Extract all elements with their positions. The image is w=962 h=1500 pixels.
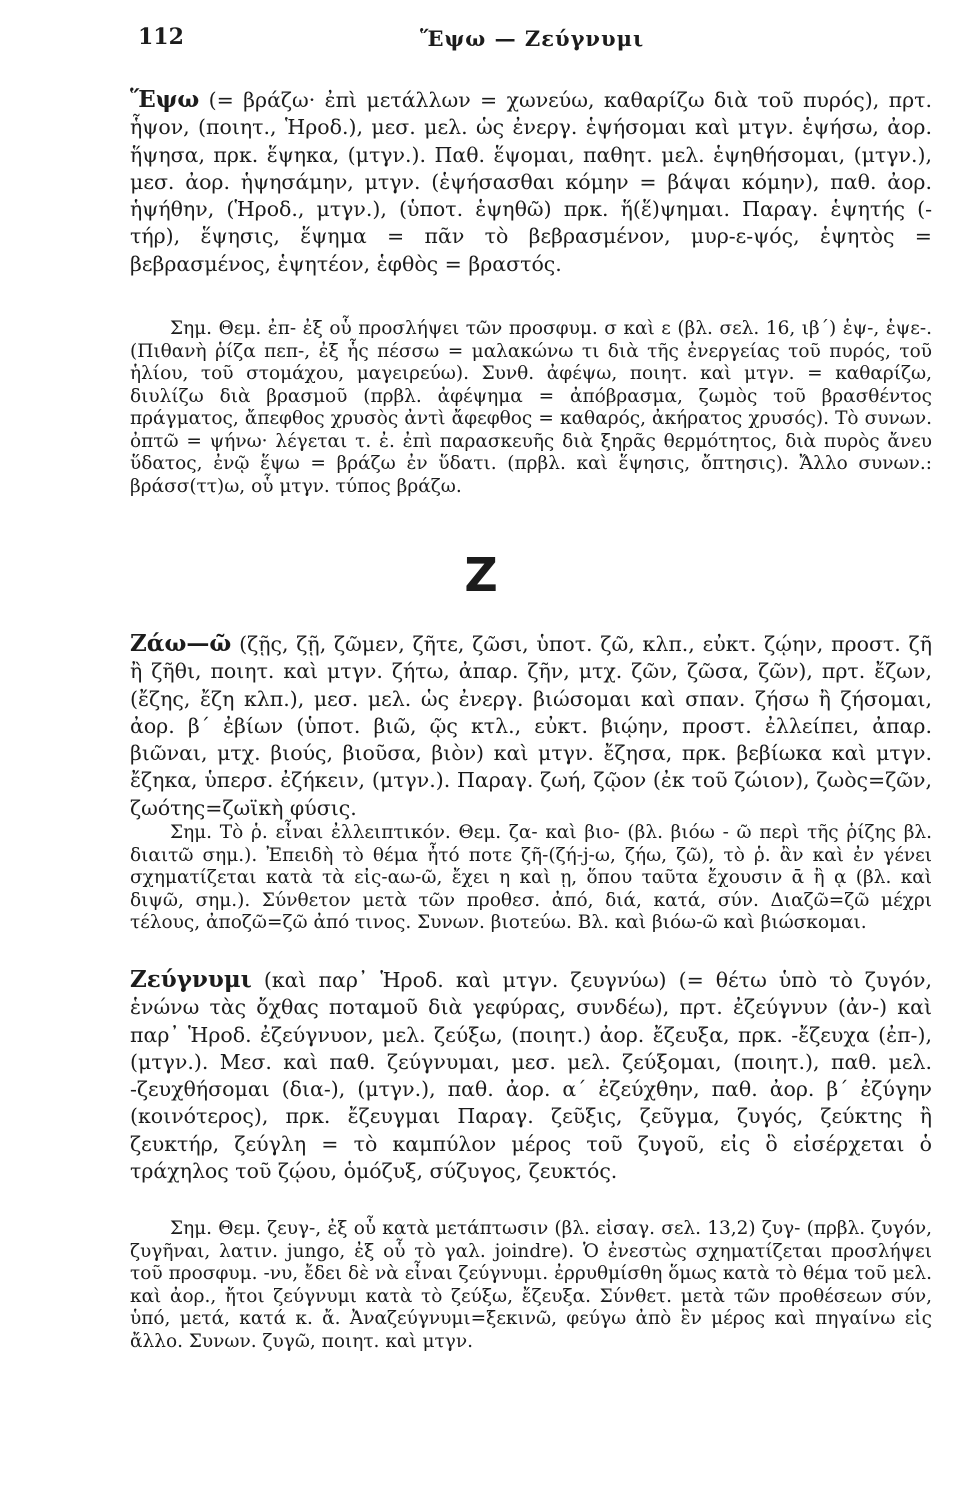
running-title: Ἕψω — Ζεύγνυμι: [420, 26, 645, 51]
entry-text: (καὶ παρ᾽ Ἡροδ. καὶ μτγν. ζευγνύω) (= θέτω ὑπὸ τὸ ζυγόν, ἑνώνω τὰς ὄχθας ποταμοῦ διὰ γεφύρας, συνδέω), πρτ. ἐζεύγνυν (ἀν-) καὶ παρ᾽ Ἡροδ. ἐζεύγνυον, μελ. ζεύξω, (ποιητ.) ἀορ. ἔζευξα, πρκ. -ἔζευχα (ἐπ-), (μτγν.). Μεσ. καὶ παθ. ζεύγνυμαι, μεσ. μελ. ζεύξομαι, (ποιητ.), παθ. μελ. -ζευχθήσομαι (δια-), (μτγν.), παθ. ἀορ. α΄ ἐζεύχθην, παθ. ἀορ. β΄ ἐζύγην (κοινότερος), πρκ. ἔζευγμαι Παραγ. ζεῦξις, ζεῦγμα, ζυγός, ζεύκτης ἢ ζευκτήρ, ζεύγλη = τὸ καμπύλον μέρος τοῦ ζυγοῦ, εἰς ὃ εἰσέρχεται ὁ τράχηλος τοῦ ζῴου, ὁμόζυξ, σύζυγος, ζευκτός.: [130, 968, 932, 1184]
entry-body: [130, 630, 932, 822]
entry-body: [130, 86, 932, 278]
entry-zao: [130, 630, 932, 822]
entry-note: Σημ. Θεμ. ἐπ- ἐξ οὗ προσλήψει τῶν προσφυμ. σ καὶ ε (βλ. σελ. 16, ιβ΄) ἑψ-, ἑψε-. (Πιθανὴ ῥίζα πεπ-, ἐξ ἧς πέσσω = μαλακώνω τι διὰ τῆς ἐνεργείας τοῦ πυρός, τοῦ ἡλίου, τοῦ στομάχου, μαγειρεύω). Συνθ. ἀφέψω, ποιητ. καὶ μτγν. = καθαρίζω, διυλίζω διὰ βρασμοῦ (πρβλ. ἀφέψημα = ἀπόβρασμα, ζωμὸς τοῦ βρασθέντος πράγματος, ἄπεφθος χρυσὸς ἀντὶ ἄφεφθος = καθαρός, ἀκήρατος χρυσός). Τὸ συνων. ὀπτῶ = ψήνω· λέγεται τ. ἐ. ἐπὶ παρασκευῆς διὰ ξηρᾶς θερμότητος, διὰ πυρὸς ἄνευ ὕδατος, ἐνῷ ἕψω = βράζω ἐν ὕδατι. (πρβλ. καὶ ἕψησις, ὄπτησις). Ἄλλο συνων.: βράσσ(ττ)ω, οὗ μτγν. τύπος βράζω.: [130, 318, 932, 497]
entry-epso-note: [130, 318, 932, 498]
page-number: 112: [138, 24, 184, 50]
entry-zeugnymi-note: [130, 1218, 932, 1353]
entry-text: (ζῇς, ζῇ, ζῶμεν, ζῆτε, ζῶσι, ὑποτ. ζῶ, κλπ., εὐκτ. ζῴην, προστ. ζῆ ἢ ζῆθι, ποιητ. καὶ μτγν. ζήτω, ἀπαρ. ζῆν, μτχ. ζῶν, ζῶσα, ζῶν), πρτ. ἔζων, (ἔζης, ἔζη κλπ.), μεσ. μελ. ὡς ἐνεργ. βιώσομαι καὶ σπαν. ζήσω ἢ ζήσομαι, ἀορ. β΄ ἐβίων (ὑποτ. βιῶ, ῷς κτλ., εὐκτ. βιῴην, προστ. ἐλλείπει, ἀπαρ. βιῶναι, μτχ. βιούς, βιοῦσα, βιὸν) καὶ μτγν. ἔζησα, πρκ. βεβίωκα καὶ μτγν. ἔζηκα, ὑπερσ. ἐζήκειν, (μτγν.). Παραγ. ζωή, ζῷον (ἐκ τοῦ ζώιον), ζωὸς=ζῶν, ζωότης=ζωϊκὴ φύσις.: [130, 632, 932, 820]
entry-note: Σημ. Θεμ. ζευγ-, ἐξ οὗ κατὰ μετάπτωσιν (βλ. εἰσαγ. σελ. 13,2) ζυγ- (πρβλ. ζυγόν, ζυγῆναι, λατιν. jungo, ἐξ οὗ τὸ γαλ. joindre). Ὁ ἐνεστὼς σχηματίζεται προσλήψει τοῦ προσφυμ. -νυ, ἔδει δὲ νὰ εἶναι ζεύγνυμι. ἐρρυθμίσθη ὅμως κατὰ τὸ θέμα τοῦ μελ. καὶ ἀορ., ἤτοι ζεύγνυμι κατὰ τὸ ζεύξω, ἔζευξα. Σύνθετ. μετὰ τῶν προθέσεων σύν, ὑπό, μετά, κατά κ. ἄ. Ἀναζεύγνυμι=ξεκινῶ, φεύγω ἀπὸ ἓν μέρος καὶ πηγαίνω εἰς ἄλλο. Συνων. ζυγῶ, ποιητ. καὶ μτγν.: [130, 1218, 932, 1352]
entry-epso: [130, 86, 932, 278]
entry-note: Σημ. Τὸ ῥ. εἶναι ἐλλειπτικόν. Θεμ. ζα- καὶ βιο- (βλ. βιόω - ῶ περὶ τῆς ῥίζης βλ. διαιτῶ σημ.). Ἐπειδὴ τὸ θέμα ἦτό ποτε ζῆ-(ζή-j-ω, ζήω, ζῶ), τὸ ῥ. ἂν καὶ ἐν γένει σχηματίζεται κατὰ τὰ εἰς-αω-ῶ, ἔχει η καὶ ῃ, ὅπου ταῦτα ἔχουσιν ᾱ ἢ ᾳ (βλ. καὶ διψῶ, σημ.). Σύνθετον μετὰ τῶν προθεσ. ἀπό, διά, κατά, σύν. Διαζῶ=ζῶ μέχρι τέλους, ἀποζῶ=ζῶ ἀπό τινος. Συνων. βιοτεύω. Βλ. καὶ βιόω-ῶ καὶ βιώσκομαι.: [130, 822, 932, 933]
section-letter: Ζ: [464, 548, 498, 602]
entry-headword: Ζάω—ῶ: [130, 630, 232, 657]
entry-text: (= βράζω· ἐπὶ μετάλλων = χωνεύω, καθαρίζω διὰ τοῦ πυρός), πρτ. ἧψον, (ποιητ., Ἡροδ.), μεσ. μελ. ὡς ἐνεργ. ἑψήσομαι καὶ μτγν. ἑψήσω, ἀορ. ἥψησα, πρκ. ἕψηκα, (μτγν.). Παθ. ἕψομαι, παθητ. μελ. ἑψηθήσομαι, (μτγν.), μεσ. ἀορ. ἡψησάμην, μτγν. (ἑψήσασθαι κόμην = βάψαι κόμην), παθ. ἀορ. ἡψήθην, (Ἡροδ., μτγν.), (ὑποτ. ἑψηθῶ) πρκ. ἥ(ἕ)ψημαι. Παραγ. ἑψητής (-τήρ), ἕψησις, ἕψημα = πᾶν τὸ βεβρασμένον, μυρ-ε-ψός, ἑψητὸς = βεβρασμένος, ἑψητέον, ἑφθὸς = βραστός.: [130, 88, 932, 276]
entry-headword: Ἕψω: [130, 86, 200, 113]
entry-body: [130, 966, 932, 1185]
entry-headword: Ζεύγνυμι: [130, 966, 252, 993]
entry-zeugnymi: [130, 966, 932, 1185]
page-header: [0, 24, 962, 64]
entry-zao-note: [130, 822, 932, 935]
